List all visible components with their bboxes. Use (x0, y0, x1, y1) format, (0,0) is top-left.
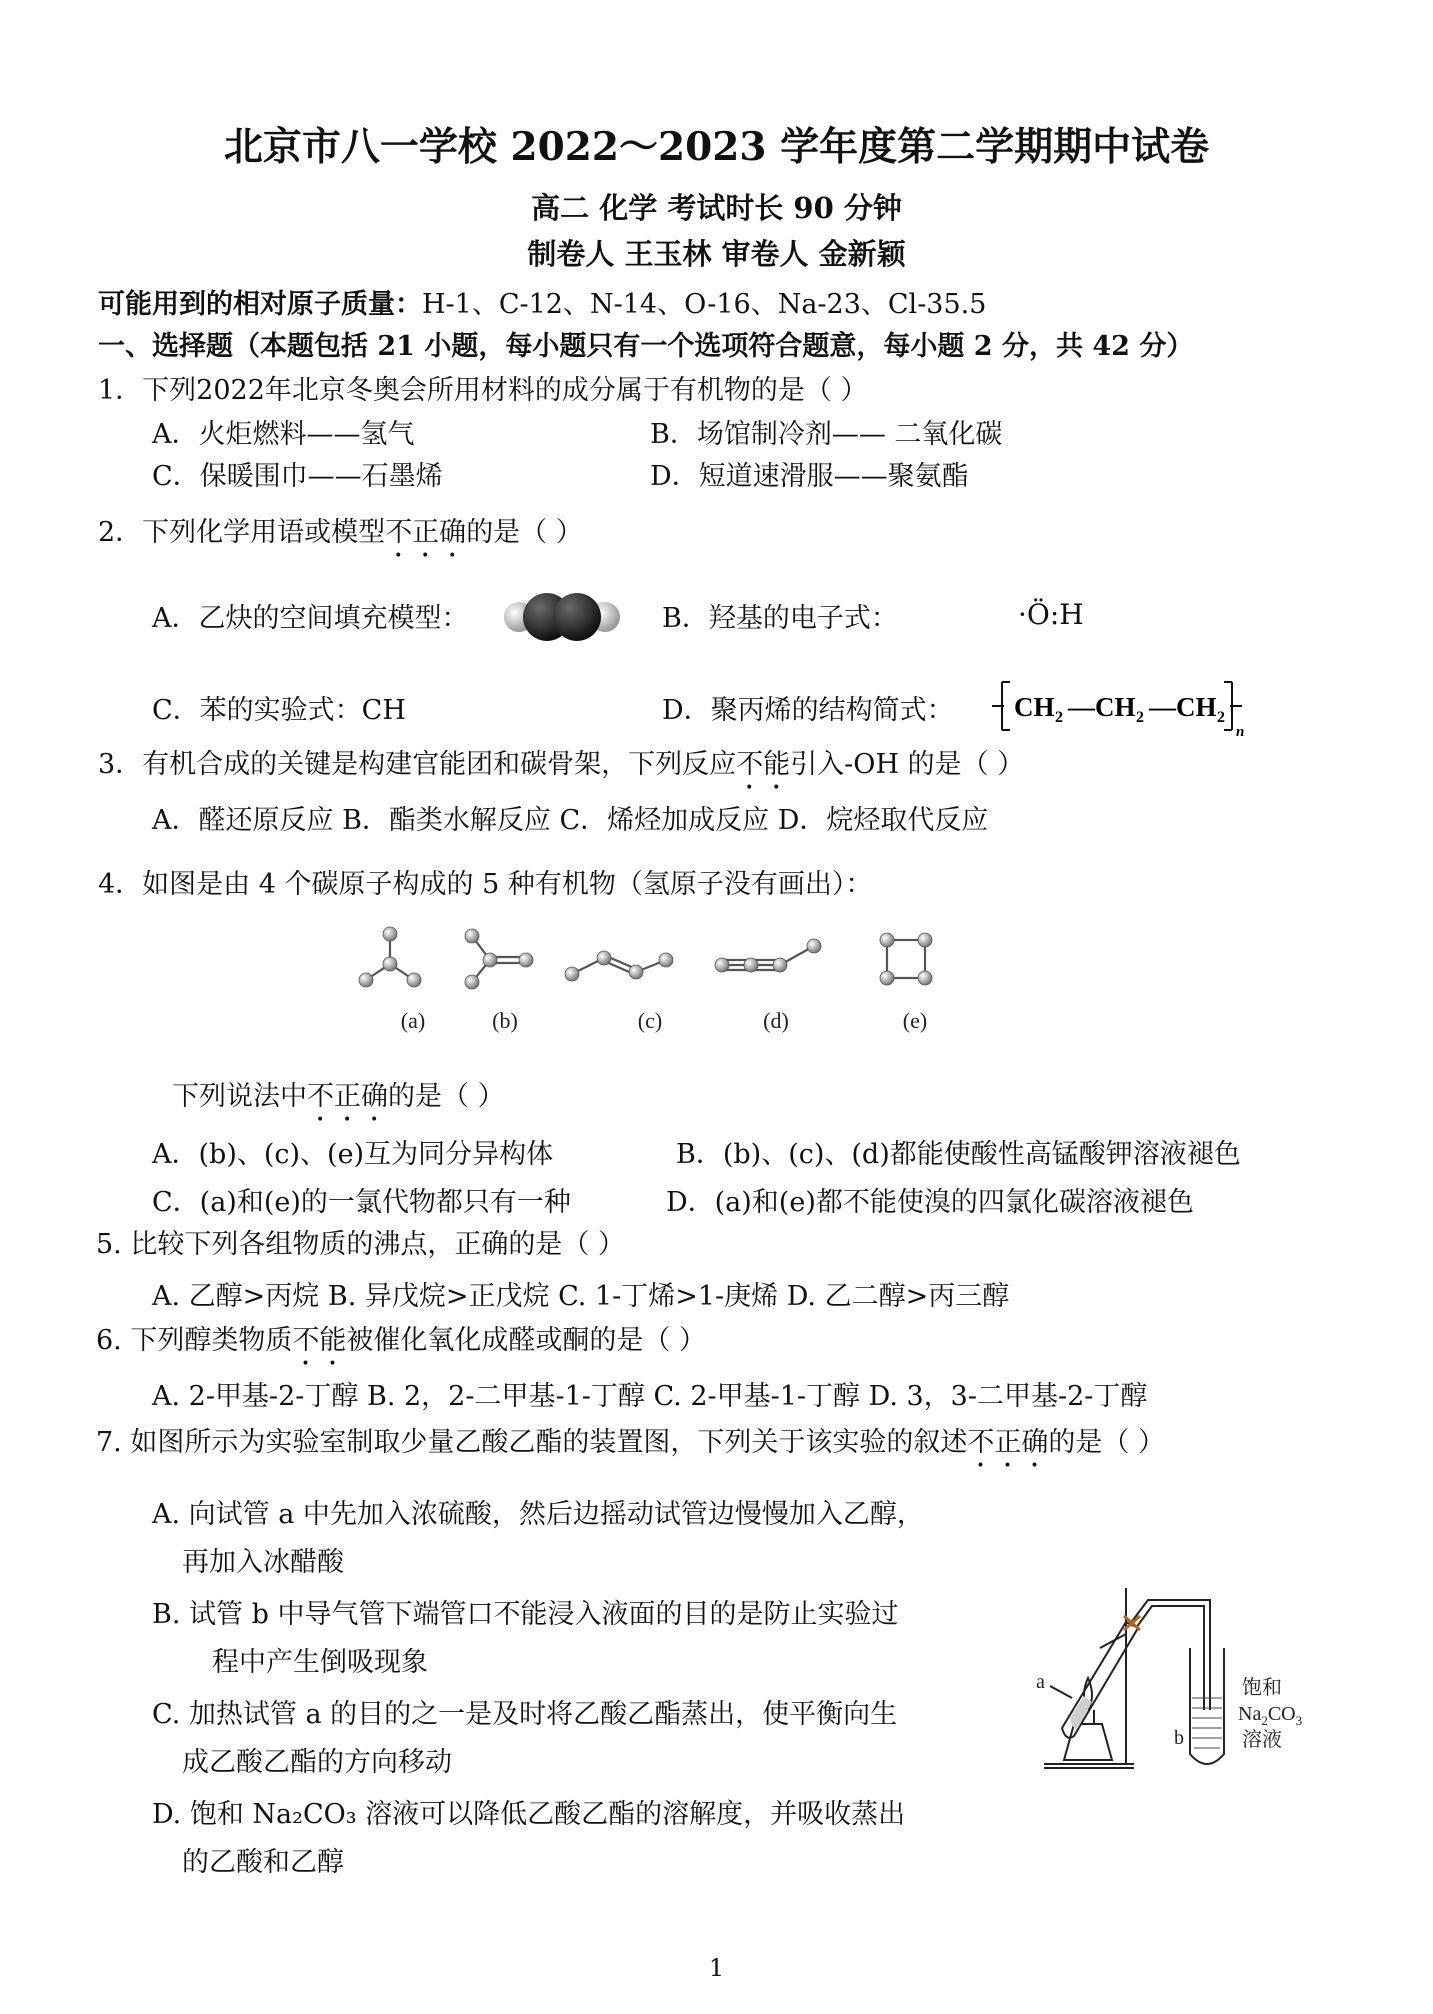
q3-stem-emphasis: 不能 (736, 749, 791, 780)
ch2-2: —CH (1068, 692, 1136, 722)
q7-stem-pre: 7. 如图所示为实验室制取少量乙酸乙酯的装置图，下列关于该实验的叙述 (96, 1427, 968, 1458)
q2-stem-post: 的是（ ） (466, 517, 583, 548)
q4-sub-stem (172, 1074, 505, 1128)
q4-option-d: D．(a)和(e)都不能使溴的四氯化碳溶液褪色 (666, 1187, 1194, 1218)
tube-b-label: b (1174, 1727, 1184, 1749)
q4-stem: 4．如图是由 4 个碳原子构成的 5 种有机物（氢原子没有画出）： (98, 869, 873, 900)
q1-option-c: C．保暖围巾——石墨烯 (152, 461, 443, 492)
tube-a-label: a (1036, 1671, 1045, 1693)
fig-label-c: (c) (637, 1008, 663, 1033)
q2-option-d: D．聚丙烯的结构简式： (662, 695, 954, 726)
q2-option-b: B．羟基的电子式： (662, 603, 898, 634)
ch2-3: —CH (1149, 692, 1217, 722)
q7-option-c-line1: C. 加热试管 a 的目的之一是及时将乙酸乙酯蒸出，使平衡向生 (152, 1699, 898, 1730)
q7-stem-emphasis: 不正确 (967, 1427, 1049, 1458)
ch2-1-sub: 2 (1055, 709, 1063, 726)
solution-label-2: $Na_2CO_3$ (1238, 1703, 1303, 1728)
ch2-3-sub: 2 (1217, 709, 1225, 726)
section-heading: 一、选择题（本题包括 21 小题，每小题只有一个选项符合题意，每小题 2 分，共 42 分） (98, 331, 1194, 362)
ch2-1: CH (1014, 692, 1055, 722)
q1-option-d: D．短道速滑服——聚氨酯 (650, 461, 969, 492)
q4-option-b: B．(b)、(c)、(d)都能使酸性高锰酸钾溶液褪色 (676, 1139, 1241, 1170)
q1-option-b: B．场馆制冷剂—— 二氧化碳 (650, 419, 1003, 450)
fig-label-d: (d) (763, 1008, 789, 1033)
q6-stem-pre: 6. 下列醇类物质 (96, 1325, 293, 1356)
q7-option-c-line2: 成乙酸乙酯的方向移动 (182, 1747, 452, 1778)
q4-sub-pre: 下列说法中 (172, 1081, 307, 1112)
q5-stem: 5. 比较下列各组物质的沸点，正确的是（ ） (96, 1229, 625, 1260)
q3-stem-post: 引入-OH 的是（ ） (790, 749, 1025, 780)
q2-option-c: C．苯的实验式：CH (152, 695, 406, 726)
n-subscript: n (1236, 724, 1245, 738)
q7-option-b-line2: 程中产生倒吸现象 (212, 1647, 428, 1678)
q7-option-a-line2: 再加入冰醋酸 (182, 1547, 344, 1578)
atomic-masses-line (98, 282, 986, 321)
q2-stem-pre: 2．下列化学用语或模型 (98, 517, 386, 548)
polypropylene-formula (988, 676, 1273, 738)
q1-stem: 1．下列2022年北京冬奥会所用材料的成分属于有机物的是（ ） (98, 375, 868, 406)
q4-option-c: C．(a)和(e)的一氯代物都只有一种 (152, 1187, 571, 1218)
q6-stem (96, 1318, 706, 1372)
atomic-masses-values: H-1、C-12、N-14、O-16、Na-23、Cl-35.5 (422, 289, 987, 320)
q7-option-b-line1: B. 试管 b 中导气管下端管口不能浸入液面的目的是防止实验过 (152, 1599, 899, 1630)
q4-sub-emphasis: 不正确 (307, 1081, 388, 1112)
q6-stem-emphasis: 不能 (292, 1325, 347, 1356)
q7-stem-post: 的是（ ） (1048, 1427, 1165, 1458)
q2-stem-emphasis: 不正确 (385, 517, 467, 548)
atomic-masses-label: 可能用到的相对原子质量： (98, 289, 422, 320)
ethyl-acetate-apparatus-figure (1030, 1578, 1330, 1778)
fig-label-e: (e) (902, 1008, 928, 1033)
q7-option-d-line1: D. 饱和 Na₂CO₃ 溶液可以降低乙酸乙酯的溶解度，并吸收蒸出 (152, 1799, 906, 1830)
ch2-2-sub: 2 (1136, 709, 1144, 726)
q5-options: A. 乙醇>丙烷 B. 异戊烷>正戊烷 C. 1-丁烯>1-庚烯 D. 乙二醇>丙三醇 (152, 1281, 1010, 1312)
q4-sub-post: 的是（ ） (388, 1081, 505, 1112)
page-number: 1 (708, 1954, 725, 1982)
q3-stem-pre: 3．有机合成的关键是构建官能团和碳骨架，下列反应 (98, 749, 737, 780)
fig-label-b: (b) (492, 1008, 518, 1033)
q2-option-a: A．乙炔的空间填充模型： (152, 603, 469, 634)
q7-stem (96, 1420, 1165, 1474)
exam-authors: 制卷人 王玉林 审卷人 金新颖 (527, 237, 906, 271)
solution-label-1: 饱和 (1242, 1677, 1282, 1699)
solution-label-3: 溶液 (1242, 1729, 1282, 1751)
q3-stem (98, 742, 1024, 796)
carbon-skeleton-figure (340, 920, 980, 1040)
q6-stem-post: 被催化氧化成醛或酮的是（ ） (346, 1325, 706, 1356)
exam-title: 北京市八一学校 2022～2023 学年度第二学期期中试卷 (223, 124, 1210, 170)
q2-stem (98, 510, 583, 564)
acetylene-space-filling-model (502, 590, 622, 644)
q3-options: A．醛还原反应 B．酯类水解反应 C．烯烃加成反应 D．烷烃取代反应 (152, 805, 989, 836)
exam-subtitle: 高二 化学 考试时长 90 分钟 (531, 191, 902, 225)
q7-option-d-line2: 的乙酸和乙醇 (182, 1847, 344, 1878)
hydroxyl-electron-formula: ·Ö:H (1018, 598, 1084, 631)
q7-option-a-line1: A. 向试管 a 中先加入浓硫酸，然后边摇动试管边慢慢加入乙醇， (152, 1499, 924, 1530)
q4-option-a: A．(b)、(c)、(e)互为同分异构体 (152, 1139, 554, 1170)
q1-option-a: A．火炬燃料——氢气 (152, 419, 415, 450)
fig-label-a: (a) (400, 1008, 426, 1033)
q6-options: A. 2-甲基-2-丁醇 B. 2，2-二甲基-1-丁醇 C. 2-甲基-1-丁醇 D. 3，3-二甲基-2-丁醇 (152, 1381, 1148, 1412)
